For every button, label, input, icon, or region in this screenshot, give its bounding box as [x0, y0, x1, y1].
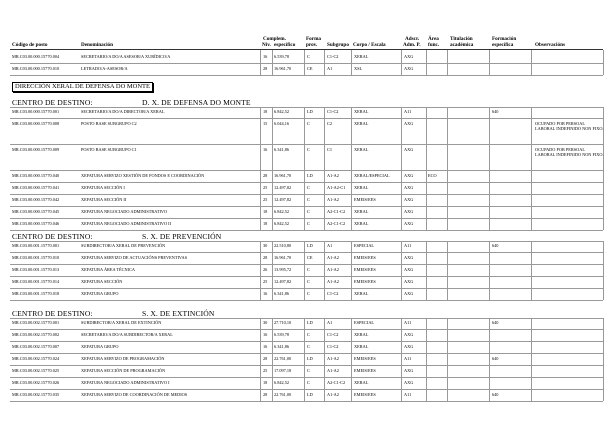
cell-name: POSTO BASE SUBGRUPO C1: [81, 147, 137, 152]
column-divider: [489, 107, 490, 230]
cell-adscr: AXG: [404, 121, 414, 126]
cell-code: MR.C03.00.001.15770.001: [12, 243, 60, 248]
cell-adscr: A11: [404, 356, 412, 361]
column-divider: [260, 50, 261, 75]
cell-niv: 16: [263, 54, 268, 59]
row-divider: [10, 329, 603, 330]
cell-sub: A1-A2: [327, 255, 339, 260]
cell-forma: LD: [307, 243, 313, 248]
column-divider: [324, 50, 325, 75]
cell-sub: A1-A2: [327, 392, 339, 397]
column-divider: [489, 318, 490, 401]
cell-comp: 12.497,82: [274, 279, 292, 284]
column-divider: [260, 107, 261, 230]
cell-name: XEFATURA NEGOCIADO ADMINISTRATIVO II: [81, 221, 172, 226]
cell-niv: 18: [263, 209, 268, 214]
section-title: S. X. DE PREVENCIÓN: [142, 232, 222, 241]
header-denominacion: Denominación: [81, 42, 113, 48]
cell-code: MR.C03.00.002.15770.002: [12, 332, 60, 337]
cell-comp: 6.842,52: [274, 209, 290, 214]
cell-niv: 15: [263, 121, 268, 126]
cell-sub: A2-C1-C2: [327, 221, 346, 226]
cell-corpo: EMEIS/EES: [354, 197, 376, 202]
header-especifico: específico: [274, 42, 296, 48]
section-label: CENTRO DE DESTINO:: [12, 232, 93, 241]
cell-sub: A1-A2: [327, 368, 339, 373]
cell-form: 640: [492, 392, 499, 397]
header-nivel: Niv.: [262, 42, 271, 48]
cell-name: XEFATURA SECCIÓN DE PROGRAMACIÓN: [81, 368, 166, 373]
cell-corpo: EMEIS/EES: [354, 392, 376, 397]
cell-code: MR.C03.00.000.15770.010: [12, 66, 60, 71]
cell-comp: 27.710,10: [274, 320, 292, 325]
cell-form: 640: [492, 356, 499, 361]
cell-name: XEFATURA SERVIZO XESTIÓN DE FONDOS E COORDINACIÓN: [81, 173, 205, 178]
cell-code: MR.C03.00.001.15770.014: [12, 279, 60, 284]
cell-niv: 25: [263, 185, 268, 190]
column-divider: [272, 107, 273, 230]
cell-corpo: XSL: [354, 66, 363, 71]
cell-corpo: EMEIS/EES: [354, 255, 376, 260]
cell-forma: CE: [307, 255, 313, 260]
cell-niv: 18: [263, 221, 268, 226]
cell-adscr: AXG: [404, 380, 414, 385]
header-func: func.: [428, 42, 440, 48]
cell-niv: 16: [263, 332, 268, 337]
cell-code: MR.C03.00.000.15770.042: [12, 197, 60, 202]
cell-name: SUBDIRECTOR/A XERAL DE EXTINCIÓN: [81, 320, 162, 325]
row-divider: [10, 75, 603, 76]
header-formacion-especifica: específica: [492, 42, 514, 48]
cell-sub: A2-C1-C2: [327, 209, 346, 214]
cell-code: MR.C03.00.000.15770.041: [12, 185, 60, 190]
column-divider: [603, 241, 604, 300]
cell-name: XEFATURA GRUPO: [81, 344, 119, 349]
column-divider: [489, 241, 490, 300]
row-divider: [10, 353, 603, 354]
column-divider: [531, 241, 532, 300]
cell-comp: 16.961,70: [274, 173, 292, 178]
cell-corpo: XERAL: [354, 54, 369, 59]
cell-corpo: EMEIS/EES: [354, 368, 376, 373]
section-title: S. X. DE EXTINCIÓN: [142, 309, 215, 318]
cell-forma: LD: [307, 392, 313, 397]
cell-name: POSTO BASE SUBGRUPO C2: [81, 121, 137, 126]
cell-niv: 25: [263, 279, 268, 284]
cell-sub: C1: [327, 147, 333, 152]
row-divider: [10, 170, 603, 171]
section-label: CENTRO DE DESTINO:: [12, 98, 93, 107]
cell-code: MR.C03.00.001.15770.013: [12, 267, 60, 272]
column-divider: [603, 318, 604, 401]
cell-sub: A1-A2: [327, 173, 339, 178]
column-divider: [324, 241, 325, 300]
cell-comp: 17.097,18: [274, 368, 292, 373]
cell-corpo: EMEIS/EES: [354, 356, 376, 361]
row-divider: [10, 241, 603, 242]
cell-sub: C1-C2: [327, 344, 339, 349]
cell-form: 640: [492, 109, 499, 114]
cell-code: MR.C03.00.002.15770.024: [12, 356, 60, 361]
cell-name: SUBDIRECTOR/A XERAL DE PREVENCIÓN: [81, 243, 166, 248]
cell-corpo: XERAL: [354, 221, 369, 226]
column-divider: [351, 318, 352, 401]
row-divider: [10, 318, 603, 319]
cell-niv: 30: [263, 243, 268, 248]
cell-sub: A1-A2: [327, 197, 339, 202]
cell-forma: C: [307, 54, 310, 59]
cell-niv: 25: [263, 197, 268, 202]
cell-comp: 6.842,52: [274, 221, 290, 226]
cell-forma: C: [307, 344, 310, 349]
cell-forma: C: [307, 121, 310, 126]
cell-niv: 28: [263, 356, 268, 361]
cell-sub: C1-C2: [327, 109, 339, 114]
cell-comp: 22.761,00: [274, 356, 292, 361]
section-title: D. X. DE DEFENSA DO MONTE: [142, 98, 251, 107]
row-divider: [10, 49, 603, 50]
column-divider: [447, 241, 448, 300]
cell-comp: 6.539,78: [274, 54, 290, 59]
cell-niv: 30: [263, 320, 268, 325]
cell-name: XEFATURA SECCIÓN: [81, 279, 123, 284]
cell-sub: A1: [327, 66, 333, 71]
cell-adscr: AXG: [404, 255, 414, 260]
cell-comp: 6.341,86: [274, 291, 290, 296]
cell-corpo: EMEIS/EES: [354, 267, 376, 272]
cell-adscr: A11: [404, 243, 412, 248]
cell-niv: 28: [263, 173, 268, 178]
cell-corpo: XERAL: [354, 291, 369, 296]
header-complem: Complem.: [263, 36, 286, 42]
column-divider: [426, 50, 427, 75]
cell-comp: 16.961,70: [274, 255, 292, 260]
cell-niv: 18: [263, 109, 268, 114]
cell-niv: 26: [263, 267, 268, 272]
header-adm: Adm. P.: [403, 42, 421, 48]
cell-niv: 28: [263, 66, 268, 71]
column-divider: [401, 107, 402, 230]
cell-forma: C: [307, 267, 310, 272]
header-codigo: Código de posto: [12, 42, 48, 48]
cell-sub: C2: [327, 121, 333, 126]
cell-adscr: A11: [404, 109, 412, 114]
column-divider: [401, 241, 402, 300]
cell-sub: A2-C1-C2: [327, 380, 346, 385]
row-divider: [10, 107, 603, 108]
cell-sub: A1-A2: [327, 279, 339, 284]
cell-corpo: XERAL/ESPECIAL: [354, 173, 390, 178]
cell-comp: 6.842,52: [274, 109, 290, 114]
cell-name: XEFATURA SECCIÓN II: [81, 197, 127, 202]
cell-code: MR.C03.00.002.15770.025: [12, 368, 60, 373]
cell-code: MR.C03.00.002.15770.035: [12, 392, 60, 397]
row-divider: [10, 377, 603, 378]
header-area: Área: [428, 36, 439, 42]
cell-comp: 16.961,70: [274, 66, 292, 71]
cell-corpo: ESPECIAL: [354, 243, 375, 248]
row-divider: [10, 288, 603, 289]
row-divider: [10, 264, 603, 265]
cell-code: MR.C03.00.002.15770.026: [12, 380, 60, 385]
cell-forma: C: [307, 209, 310, 214]
cell-adscr: AXG: [404, 197, 414, 202]
cell-forma: C: [307, 185, 310, 190]
column-divider: [304, 50, 305, 75]
row-divider: [10, 276, 603, 277]
cell-corpo: XERAL: [354, 147, 369, 152]
cell-forma: C: [307, 279, 310, 284]
row-divider: [10, 144, 603, 145]
row-divider: [10, 341, 603, 342]
cell-corpo: EMEIS/EES: [354, 279, 376, 284]
column-divider: [304, 241, 305, 300]
cell-name: SECRETARIO/A DO/A DIRECTOR/A XERAL: [81, 109, 165, 114]
column-divider: [603, 50, 604, 75]
cell-corpo: ESPECIAL: [354, 320, 375, 325]
row-divider: [10, 218, 603, 219]
column-divider: [351, 50, 352, 75]
column-divider: [426, 318, 427, 401]
column-divider: [272, 241, 273, 300]
cell-forma: CE: [307, 66, 313, 71]
header-titulacion: Titulación: [450, 36, 473, 42]
column-divider: [447, 318, 448, 401]
header-academica: académica: [450, 42, 474, 48]
cell-forma: C: [307, 332, 310, 337]
cell-adscr: AXG: [404, 54, 414, 59]
cell-adscr: A11: [404, 392, 412, 397]
column-divider: [324, 318, 325, 401]
column-divider: [272, 318, 273, 401]
cell-adscr: AXG: [404, 279, 414, 284]
cell-adscr: AXG: [404, 66, 414, 71]
cell-adscr: A11: [404, 320, 412, 325]
cell-comp: 6.044,16: [274, 121, 290, 126]
cell-forma: C: [307, 368, 310, 373]
cell-adscr: AXG: [404, 267, 414, 272]
cell-obs: OCUPADO POR PERSOAL LABORAL INDEFINIDO NON FIXO.: [535, 147, 604, 157]
cell-code: MR.C03.00.000.15770.009: [12, 147, 60, 152]
cell-corpo: XERAL: [354, 332, 369, 337]
cell-code: MR.C03.00.001.15770.010: [12, 255, 60, 260]
cell-corpo: XERAL: [354, 344, 369, 349]
cell-name: XEFATURA SECCIÓN I: [81, 185, 125, 190]
column-divider: [272, 50, 273, 75]
cell-comp: 12.497,82: [274, 185, 292, 190]
cell-niv: 16: [263, 344, 268, 349]
cell-name: XEFATURA ÁREA TÉCNICA: [81, 267, 136, 272]
cell-corpo: XERAL: [354, 121, 369, 126]
column-divider: [401, 50, 402, 75]
cell-forma: C: [307, 197, 310, 202]
cell-adscr: AXG: [404, 332, 414, 337]
row-divider: [10, 194, 603, 195]
cell-sub: A1-A2-C1: [327, 185, 346, 190]
cell-name: XEFATURA SERVIZO DE PROGRAMACIÓN: [81, 356, 165, 361]
header-observacions: Observacións: [535, 42, 565, 48]
cell-code: MR.C03.00.002.15770.001: [12, 320, 60, 325]
cell-form: 640: [492, 320, 499, 325]
cell-adscr: AXG: [404, 368, 414, 373]
cell-code: MR.C03.00.000.15770.008: [12, 121, 60, 126]
cell-niv: 28: [263, 255, 268, 260]
cell-forma: C: [307, 380, 310, 385]
cell-comp: 12.497,82: [274, 197, 292, 202]
row-divider: [10, 300, 603, 301]
column-divider: [489, 50, 490, 75]
cell-code: MR.C03.00.001.15770.018: [12, 291, 60, 296]
cell-comp: 6.341,86: [274, 344, 290, 349]
column-divider: [260, 241, 261, 300]
cell-name: LETRADO/A-ASESOR/A: [81, 66, 128, 71]
column-divider: [531, 107, 532, 230]
cell-name: XEFATURA NEGOCIADO ADMINISTRATIVO: [81, 209, 168, 214]
cell-comp: 22.510,80: [274, 243, 292, 248]
cell-comp: 6.341,86: [274, 147, 290, 152]
cell-name: XEFATURA SERVIZO DE ACTUACIÓNS PREVENTIVAS: [81, 255, 187, 260]
row-divider: [10, 389, 603, 390]
column-divider: [401, 318, 402, 401]
cell-comp: 22.761,00: [274, 392, 292, 397]
header-adscr: Adscr.: [405, 36, 420, 42]
cell-adscr: AXG: [404, 185, 414, 190]
column-divider: [426, 107, 427, 230]
cell-niv: 25: [263, 368, 268, 373]
column-divider: [447, 107, 448, 230]
row-divider: [10, 230, 603, 231]
row-divider: [10, 252, 603, 253]
column-divider: [324, 107, 325, 230]
cell-comp: 13.995,72: [274, 267, 292, 272]
row-divider: [10, 365, 603, 366]
header-prov: prov.: [306, 42, 318, 48]
cell-obs: OCUPADO POR PERSOAL LABORAL INDEFINIDO NON FIXO.: [535, 121, 604, 131]
cell-code: MR.C03.00.000.15770.040: [12, 173, 60, 178]
cell-niv: 18: [263, 380, 268, 385]
cell-sub: A1-A2: [327, 356, 339, 361]
cell-code: MR.C03.00.000.15770.045: [12, 209, 60, 214]
row-divider: [10, 63, 603, 64]
cell-forma: LD: [307, 320, 313, 325]
cell-adscr: AXG: [404, 209, 414, 214]
cell-sub: C1-C2: [327, 54, 339, 59]
cell-niv: 16: [263, 291, 268, 296]
cell-corpo: XERAL: [354, 185, 369, 190]
column-divider: [304, 107, 305, 230]
cell-adscr: AXG: [404, 221, 414, 226]
cell-adscr: AXG: [404, 147, 414, 152]
row-divider: [10, 401, 603, 402]
cell-name: XEFATURA GRUPO: [81, 291, 119, 296]
cell-adscr: AXG: [404, 291, 414, 296]
column-divider: [351, 241, 352, 300]
cell-sub: A1: [327, 320, 333, 325]
cell-code: MR.C03.00.000.15770.004: [12, 54, 60, 59]
cell-comp: 6.539,78: [274, 332, 290, 337]
cell-sub: C1-C2: [327, 332, 339, 337]
cell-form: 640: [492, 243, 499, 248]
row-divider: [10, 182, 603, 183]
cell-sub: A1-A2: [327, 267, 339, 272]
cell-forma: C: [307, 291, 310, 296]
column-divider: [531, 50, 532, 75]
cell-name: XEFATURA SERVIZO DE COORDINACIÓN DE MEDIOS: [81, 392, 188, 397]
cell-corpo: XERAL: [354, 109, 369, 114]
cell-adscr: AXG: [404, 344, 414, 349]
row-divider: [10, 206, 603, 207]
cell-niv: 16: [263, 147, 268, 152]
cell-comp: 6.842,52: [274, 380, 290, 385]
cell-code: MR.C03.00.002.15770.007: [12, 344, 60, 349]
column-divider: [426, 241, 427, 300]
header-formacion: Formación: [492, 36, 517, 42]
cell-adscr: AXG: [404, 173, 414, 178]
cell-name: SECRETARIO/A DO/A ASESOR/A XURÍDICO/A: [81, 54, 171, 59]
cell-name: SECRETARIO/A DO/A SUBDIRECTOR/A XERAL: [81, 332, 173, 337]
column-divider: [304, 318, 305, 401]
cell-sub: C1-C2: [327, 291, 339, 296]
cell-forma: LD: [307, 109, 313, 114]
header-subgrupo: Subgrupo: [327, 42, 349, 48]
cell-corpo: XERAL: [354, 380, 369, 385]
column-divider: [531, 318, 532, 401]
column-divider: [260, 318, 261, 401]
cell-forma: C: [307, 221, 310, 226]
cell-code: MR.C03.00.000.15770.001: [12, 109, 60, 114]
cell-code: MR.C03.00.000.15770.046: [12, 221, 60, 226]
header-forma: Forma: [306, 36, 321, 42]
direccion-label: DIRECCIÓN XERAL DE DEFENSA DO MONTE: [12, 82, 153, 92]
column-divider: [351, 107, 352, 230]
cell-forma: LD: [307, 173, 313, 178]
section-label: CENTRO DE DESTINO:: [12, 309, 93, 318]
row-divider: [10, 118, 603, 119]
cell-sub: A1: [327, 243, 333, 248]
cell-corpo: XERAL: [354, 209, 369, 214]
column-divider: [447, 50, 448, 75]
header-corpo: Corpo / Escala: [353, 42, 386, 48]
cell-forma: LD: [307, 356, 313, 361]
cell-name: XEFATURA NEGOCIADO ADMINISTRATIVO I: [81, 380, 170, 385]
cell-area: ECO: [428, 173, 437, 178]
cell-forma: C: [307, 147, 310, 152]
cell-niv: 28: [263, 392, 268, 397]
